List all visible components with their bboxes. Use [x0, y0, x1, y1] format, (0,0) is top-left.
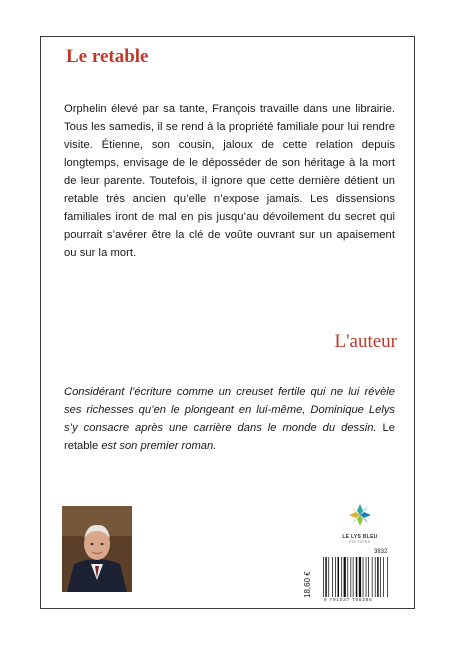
- bio-text-1: Considérant l’écriture comme un creuset fertile qui ne lui révèle ses richesses qu’en le plongeant en lui-même, Dominique Lelys s’y consacre après une carrière dans le monde du dessin.: [64, 386, 395, 434]
- bio-book-title: Le retable: [64, 422, 395, 452]
- publisher-logo: [338, 502, 382, 544]
- synopsis-text: Orphelin élevé par sa tante, François travaille dans une librairie. Tous les samedis, il se rend à la propriété familiale pour lui rendre visite. Étienne, son cousin, jaloux de cette relation depuis longtemps, envisage de le déposséder de son héritage à la mort de leur parente. Toutefois, il ignore que cette dernière détient un retable très ancien qu’elle n’expose jamais. Les dissensions familiales iront de mal en pis jusqu’au dévoilement du secret qui pourrait s’avérer être la clé de voûte ouvrant sur un apaisement ou sur la mort.: [64, 103, 395, 259]
- author-bio: [64, 383, 395, 455]
- publisher-name: LE LYS BLEU: [342, 534, 378, 540]
- barcode: [322, 557, 394, 597]
- lily-icon: [347, 502, 373, 528]
- product-code: 3832: [374, 549, 388, 555]
- publisher-sub: ÉDITIONS: [349, 540, 371, 544]
- author-heading: L'auteur: [334, 331, 397, 352]
- isbn-digits: 9 791037 755285: [324, 597, 373, 602]
- book-title: Le retable: [66, 46, 149, 67]
- author-portrait-image: [62, 506, 132, 592]
- price-label: 18,60 €: [303, 571, 312, 599]
- author-photo: [62, 506, 132, 592]
- bio-text-2: est son premier roman.: [98, 440, 217, 452]
